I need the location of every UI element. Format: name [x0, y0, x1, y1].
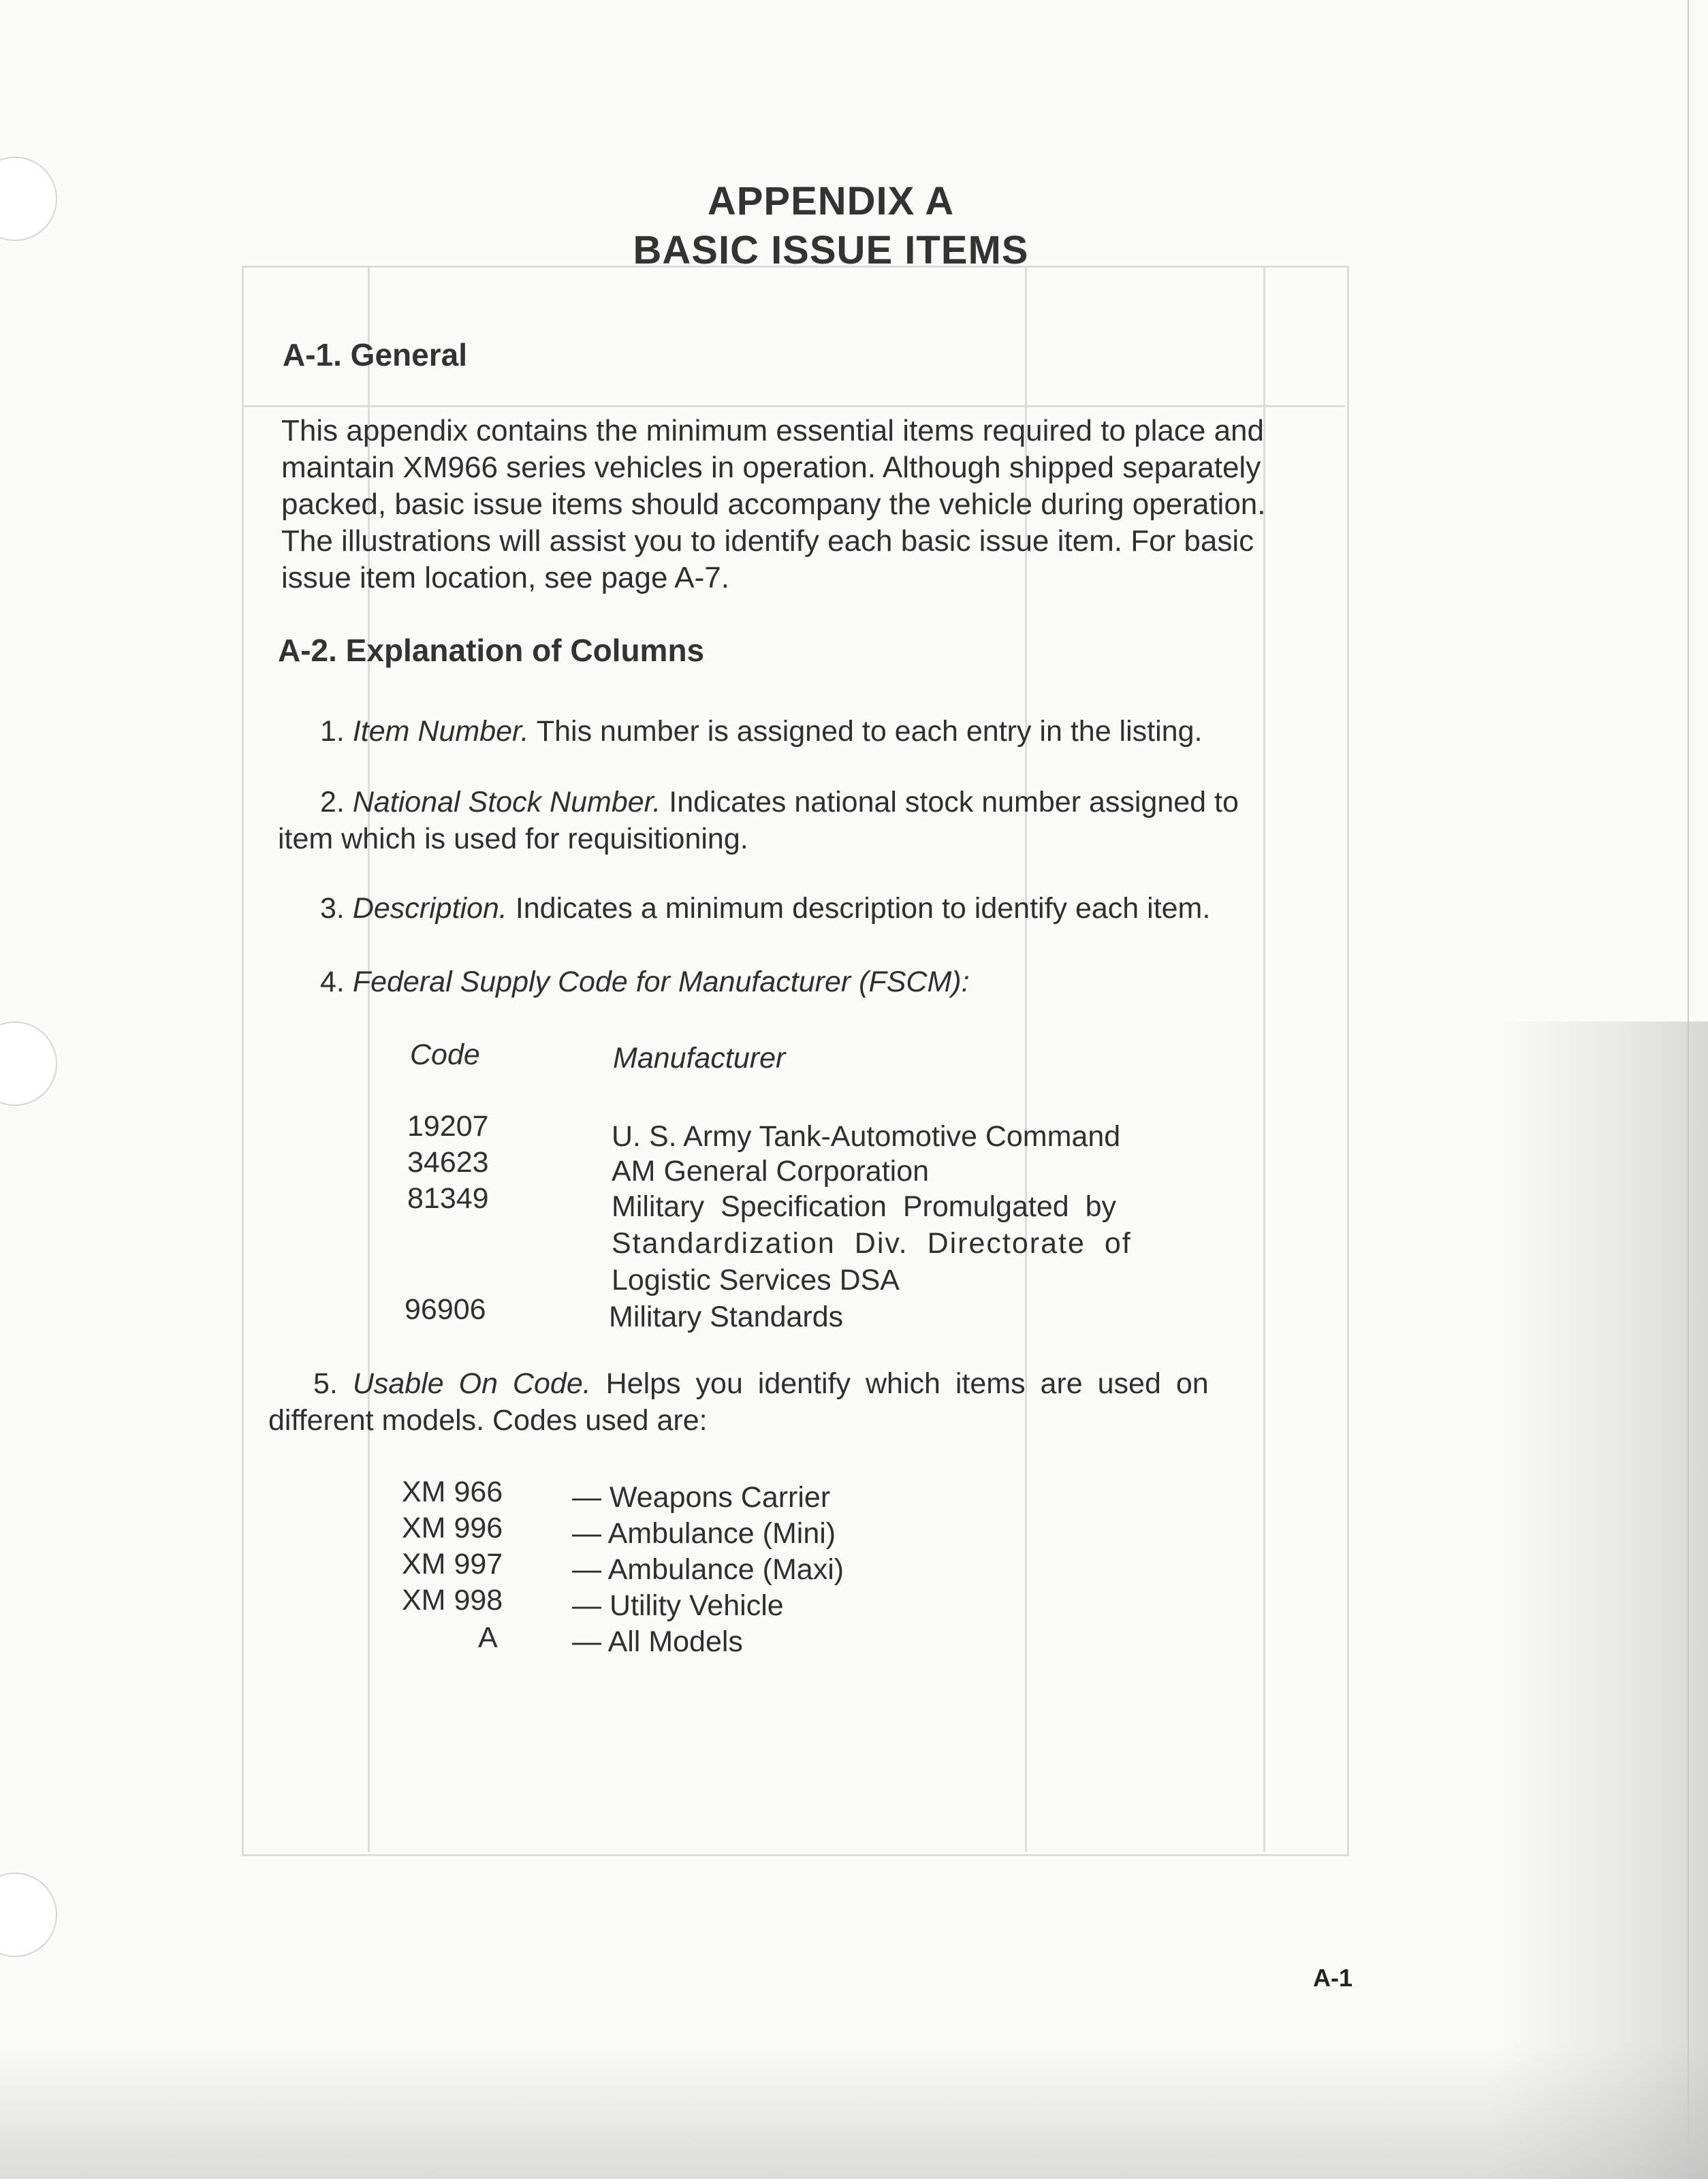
column-item-3	[320, 889, 1210, 927]
punch-hole-bottom	[0, 1873, 57, 1957]
item-text: Indicates a minimum description to identify each item.	[515, 892, 1211, 925]
usable-description: — Ambulance (Maxi)	[572, 1553, 844, 1586]
page-title-line1: APPENDIX A	[707, 179, 955, 223]
item-number: 5.	[313, 1367, 338, 1400]
page-edge	[1688, 0, 1689, 2179]
usable-description: — All Models	[572, 1625, 743, 1658]
fscm-manufacturer: AM General Corporation	[612, 1155, 930, 1188]
fscm-code: 81349	[407, 1182, 489, 1215]
column-item-1	[320, 712, 1202, 750]
fscm-header-code: Code	[410, 1038, 480, 1071]
fscm-manufacturer: Military Specification Promulgated by	[612, 1190, 1117, 1223]
usable-description: — Ambulance (Mini)	[572, 1517, 836, 1550]
usable-code: A	[478, 1621, 498, 1654]
section-heading-columns: A-2. Explanation of Columns	[278, 633, 705, 668]
fscm-manufacturer: Logistic Services DSA	[612, 1264, 900, 1297]
fscm-manufacturer: Standardization Div. Directorate of	[612, 1227, 1132, 1260]
column-item-2	[320, 783, 1239, 821]
item-number: 1.	[320, 715, 345, 748]
fscm-manufacturer: U. S. Army Tank-Automotive Command	[612, 1120, 1121, 1153]
fscm-code: 96906	[405, 1293, 486, 1326]
item-text: This number is assigned to each entry in the listing.	[536, 715, 1203, 748]
item-term: Item Number.	[352, 715, 529, 748]
page-title-line2: BASIC ISSUE ITEMS	[633, 228, 1029, 272]
usable-description: — Utility Vehicle	[572, 1589, 784, 1622]
item-term: National Stock Number.	[352, 786, 661, 818]
item-term: Federal Supply Code for Manufacturer (FSCM):	[352, 966, 970, 998]
item-number: 3.	[320, 892, 345, 925]
item-term: Description.	[352, 892, 507, 925]
general-line: issue item location, see page A-7.	[281, 561, 729, 594]
item-term: Usable On Code.	[352, 1367, 591, 1400]
section-heading-general: A-1. General	[283, 337, 467, 372]
usable-code: XM 996	[402, 1512, 503, 1544]
scan-shadow-right	[1490, 1021, 1708, 2179]
fscm-manufacturer: Military Standards	[609, 1301, 844, 1333]
page-number: A-1	[1313, 1964, 1353, 1992]
general-line: The illustrations will assist you to identify each basic issue item. For basic	[281, 524, 1254, 558]
fscm-code: 34623	[407, 1146, 489, 1179]
fscm-header-manufacturer: Manufacturer	[613, 1042, 786, 1075]
general-line: This appendix contains the minimum essential items required to place and	[281, 414, 1264, 447]
column-item-2-continued: item which is used for requisitioning.	[278, 823, 748, 855]
general-line: packed, basic issue items should accompany the vehicle during operation.	[281, 488, 1266, 521]
column-item-4	[320, 963, 970, 1001]
item-text: Indicates national stock number assigned to	[669, 786, 1239, 818]
punch-hole-middle	[0, 1021, 57, 1106]
usable-code: XM 966	[402, 1476, 503, 1508]
usable-code: XM 998	[402, 1584, 503, 1617]
fscm-code: 19207	[407, 1110, 489, 1143]
general-paragraph	[281, 413, 1266, 597]
usable-code: XM 997	[402, 1548, 503, 1580]
column-item-5-continued: different models. Codes used are:	[268, 1404, 708, 1437]
item-text: Helps you identify which items are used on	[605, 1367, 1209, 1400]
general-line: maintain XM966 series vehicles in operation. Although shipped separately	[281, 451, 1261, 484]
column-item-5	[313, 1365, 1209, 1403]
usable-description: — Weapons Carrier	[572, 1481, 831, 1514]
item-number: 2.	[320, 786, 345, 818]
bleed-through-rule	[242, 405, 1345, 407]
item-number: 4.	[320, 966, 345, 998]
scan-shadow-bottom	[0, 2043, 1708, 2179]
